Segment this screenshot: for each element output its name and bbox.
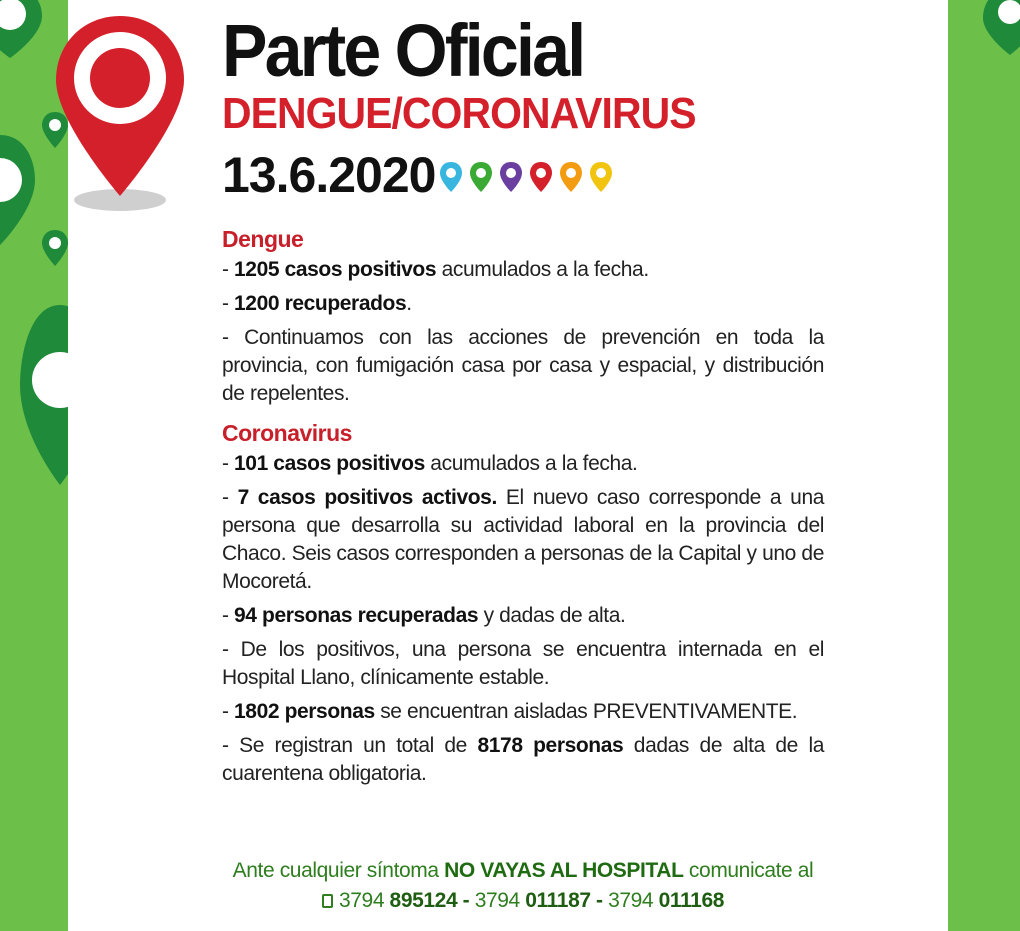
phone-list [222,886,824,916]
dengue-item [222,290,824,318]
coronavirus-item [222,732,824,788]
page-subtitle: DENGUE/CORONAVIRUS [222,89,696,138]
mini-pin-icon [468,160,494,194]
item-bold: 1205 casos positivos [234,258,437,281]
mini-pin-icon [588,160,614,194]
item-text: dadas de alta de la cuarentena obligatoria. [222,734,825,785]
footer-warning: NO VAYAS AL HOSPITAL [444,859,684,882]
footer-text: Ante cualquier síntoma [232,859,445,882]
item-bold: 8178 personas [477,734,624,757]
dengue-item [222,256,824,284]
item-prefix: - [222,486,238,509]
item-bold: 101 casos positivos [234,452,425,475]
mini-pin-icon [558,160,584,194]
item-text: acumulados a la fecha. [436,258,649,281]
item-text: Continuamos con las acciones de prevención en toda la provincia, con fumigación casa por casa y espacial, y distribución de repelentes. [222,326,825,405]
coronavirus-item [222,484,824,596]
item-bold: 94 personas recuperadas [234,604,479,627]
report-date: 13.6.2020 [222,147,436,203]
item-text: y dadas de alta. [478,604,626,627]
mini-pin-icon [438,160,464,194]
dengue-item [222,324,824,408]
phone-separator: - [590,889,609,912]
phone-prefix: 3794 [474,889,526,912]
item-prefix: - Se registran un total de [222,734,478,757]
item-text: El nuevo caso corresponde a una persona que desarrolla su actividad laboral en la provincia del Chaco. Seis casos corresponden a personas de la Capital y uno de Mocoretá. [222,486,824,593]
item-bold: 1200 recuperados [234,292,407,315]
page-title: Parte Oficial [222,9,584,92]
phone-separator: - [457,889,475,912]
mini-pins-row [438,160,614,194]
section-title-dengue: Dengue [222,226,304,252]
phone-prefix: 3794 [608,889,659,912]
bulletin-content [222,224,824,788]
section-title-coronavirus: Coronavirus [222,420,352,446]
bg-pin-icon [40,228,70,268]
footer-line [222,856,824,886]
bg-pin-icon [0,295,68,495]
mini-pin-icon [528,160,554,194]
item-prefix: - [222,326,245,349]
map-pin-icon [50,10,190,215]
item-prefix: - [222,292,235,315]
coronavirus-item [222,450,824,478]
phone-number[interactable]: 011168 [658,889,725,912]
footer-text: comunicate al [683,859,814,882]
mini-pin-icon [498,160,524,194]
phone-icon [322,894,333,908]
item-bold: 7 casos positivos activos. [237,486,497,509]
item-prefix: - [222,604,235,627]
item-prefix: - [222,700,235,723]
item-text: acumulados a la fecha. [424,452,638,475]
item-text: se encuentran aisladas PREVENTIVAMENTE. [374,700,798,723]
item-text: De los positivos, una persona se encuentra internada en el Hospital Llano, clínicamente estable. [222,638,824,689]
item-prefix: - [222,258,235,281]
footer-contact [222,856,824,916]
bg-pin-icon [0,130,40,250]
item-bold: 1802 personas [234,700,375,723]
bg-pin-icon [975,0,1020,60]
phone-number[interactable]: 895124 [389,889,458,912]
coronavirus-item [222,698,824,726]
coronavirus-item [222,602,824,630]
coronavirus-item [222,636,824,692]
item-prefix: - [222,452,235,475]
item-text: . [406,292,412,315]
item-prefix: - [222,638,241,661]
phone-number[interactable]: 011187 [525,889,591,912]
bg-pin-icon [0,0,50,60]
phone-prefix: 3794 [338,889,390,912]
